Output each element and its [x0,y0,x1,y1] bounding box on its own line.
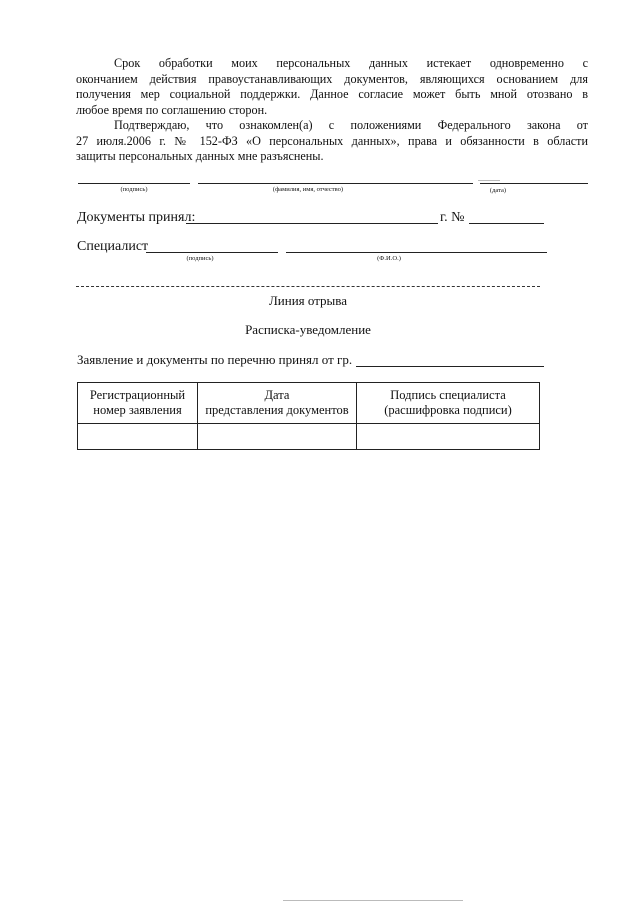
receipt-title: Расписка-уведомление [245,322,371,337]
paragraph-line: Срок обработки моих персональных данных истекает одновременно с [114,56,588,70]
paragraph-line: получения мер социальной поддержки. Данное согласие может быть мной отозвано в [76,87,588,102]
specialist-label: Специалист [77,239,149,254]
table-header-row [78,383,540,424]
accepted-from-label: Заявление и документы по перечню принял от гр. [77,352,353,367]
column-header-specialist-signature: Подпись специалиста (расшифровка подписи) [357,383,540,424]
documents-accepted-line [186,223,438,224]
paragraph-line: 27 июля.2006 г. № 152-ФЗ «О персональных данных», права и обязанности в области [76,133,588,148]
specialist-signature-line [146,252,278,253]
documents-accepted-label: Документы принял: [77,210,196,225]
specialist-name-line [286,252,547,253]
paragraph-line: Подтверждаю, что ознакомлен(а) с положениями Федерального закона от [114,118,588,132]
date-line [480,183,588,184]
date-caption: (дата) [489,187,507,194]
year-number-label: г. № [440,210,465,225]
specialist-name-caption: (Ф.И.О.) [377,255,401,262]
signature-line [78,183,190,184]
consent-paragraph-confirmation [76,118,588,165]
divider [283,900,463,901]
signature-caption: (подпись) [120,186,148,193]
table-cell-submission-date [198,424,357,450]
fullname-line [198,183,473,184]
tear-line-label: Линия отрыва [268,293,348,308]
paragraph-line: любое время по соглашению сторон. [76,102,268,117]
consent-paragraph-expiry [76,56,588,118]
fullname-caption: (фамилия, имя, отчество) [272,186,344,193]
number-line [469,223,544,224]
accepted-from-line [356,366,544,367]
table-cell-registration-number [78,424,198,450]
registration-table [77,382,540,450]
paragraph-line: окончанием действия правоустанавливающих документов, являющихся основанием для [76,71,588,86]
divider [478,180,500,181]
table-row [78,424,540,450]
paragraph-line: защиты персональных данных мне разъяснены. [76,149,324,164]
column-header-submission-date: Дата представления документов [198,383,357,424]
column-header-registration-number: Регистрационный номер заявления [78,383,198,424]
specialist-signature-caption: (подпись) [186,255,214,262]
table-cell-specialist-signature [357,424,540,450]
tear-off-dashed-line [76,286,540,287]
